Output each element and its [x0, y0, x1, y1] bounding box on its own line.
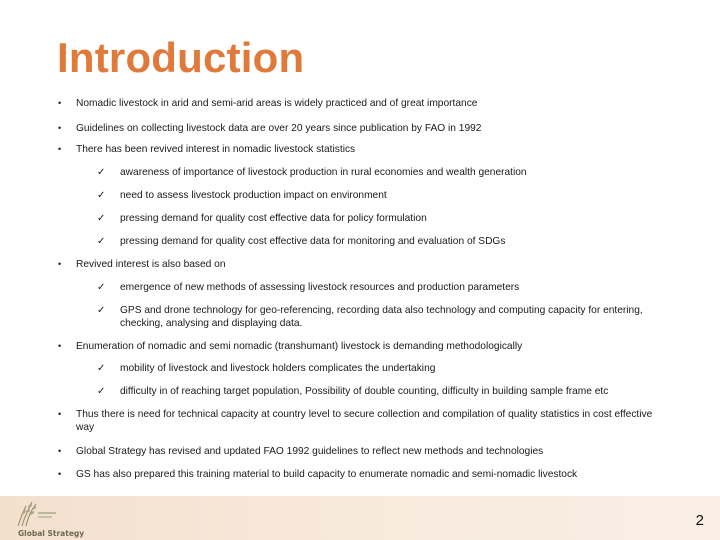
bullet-text: Enumeration of nomadic and semi nomadic (transhumant) livestock is demanding methodologically: [76, 341, 523, 352]
sub-bullet-text: need to assess livestock production impact on environment: [120, 190, 387, 201]
bullet-mark: •: [58, 409, 62, 419]
bullet-text: There has been revived interest in nomadic livestock statistics: [76, 144, 356, 155]
wheat-logo-icon: [8, 498, 64, 528]
checkmark-icon: ✓: [97, 190, 106, 201]
page-number: 2: [695, 512, 704, 529]
sub-bullet-text: mobility of livestock and livestock holders complicates the undertaking: [120, 363, 436, 374]
checkmark-icon: ✓: [97, 167, 106, 178]
bullet-text: Revived interest is also based on: [76, 259, 226, 270]
bullet-mark: •: [58, 259, 62, 269]
bullet-mark: •: [58, 144, 62, 154]
bullet-mark: •: [58, 446, 62, 456]
slide-title: Introduction: [57, 34, 305, 81]
checkmark-icon: ✓: [97, 213, 106, 224]
sub-bullet-text: GPS and drone technology for geo-referencing, recording data also technology and computing capacity for entering, checking, analysing and displaying data.: [120, 305, 643, 329]
sub-bullet-text: awareness of importance of livestock production in rural economies and wealth generation: [120, 167, 527, 178]
bullet-mark: •: [58, 98, 62, 108]
sub-bullet-text: emergence of new methods of assessing livestock resources and production parameters: [120, 282, 520, 293]
bullet-mark: •: [58, 123, 62, 133]
bullet-text: Nomadic livestock in arid and semi-arid areas is widely practiced and of great importance: [76, 98, 478, 109]
sub-bullet-text: pressing demand for quality cost effective data for monitoring and evaluation of SDGs: [120, 236, 506, 247]
checkmark-icon: ✓: [97, 386, 106, 397]
checkmark-icon: ✓: [97, 282, 106, 293]
bullet-text: GS has also prepared this training material to build capacity to enumerate nomadic and semi-nomadic livestock: [76, 469, 578, 480]
sub-bullet-text: pressing demand for quality cost effective data for policy formulation: [120, 213, 427, 224]
bullet-text: Thus there is need for technical capacity at country level to secure collection and compilation of quality statistics in cost effective way: [76, 409, 653, 433]
checkmark-icon: ✓: [97, 236, 106, 247]
bullet-mark: •: [58, 341, 62, 351]
svg-text:Global Strategy: Global Strategy: [18, 529, 85, 538]
sub-bullet-text: difficulty in of reaching target population, Possibility of double counting, difficulty in building sample frame etc: [120, 386, 609, 397]
checkmark-icon: ✓: [97, 305, 106, 316]
bullet-text: Global Strategy has revised and updated FAO 1992 guidelines to reflect new methods and technologies: [76, 446, 544, 457]
bullet-text: Guidelines on collecting livestock data are over 20 years since publication by FAO in 1992: [76, 123, 482, 134]
checkmark-icon: ✓: [97, 363, 106, 374]
global-strategy-logo: [8, 498, 85, 538]
footer-band: [0, 496, 720, 540]
logo-text-image: [18, 528, 85, 538]
bullet-mark: •: [58, 469, 62, 479]
